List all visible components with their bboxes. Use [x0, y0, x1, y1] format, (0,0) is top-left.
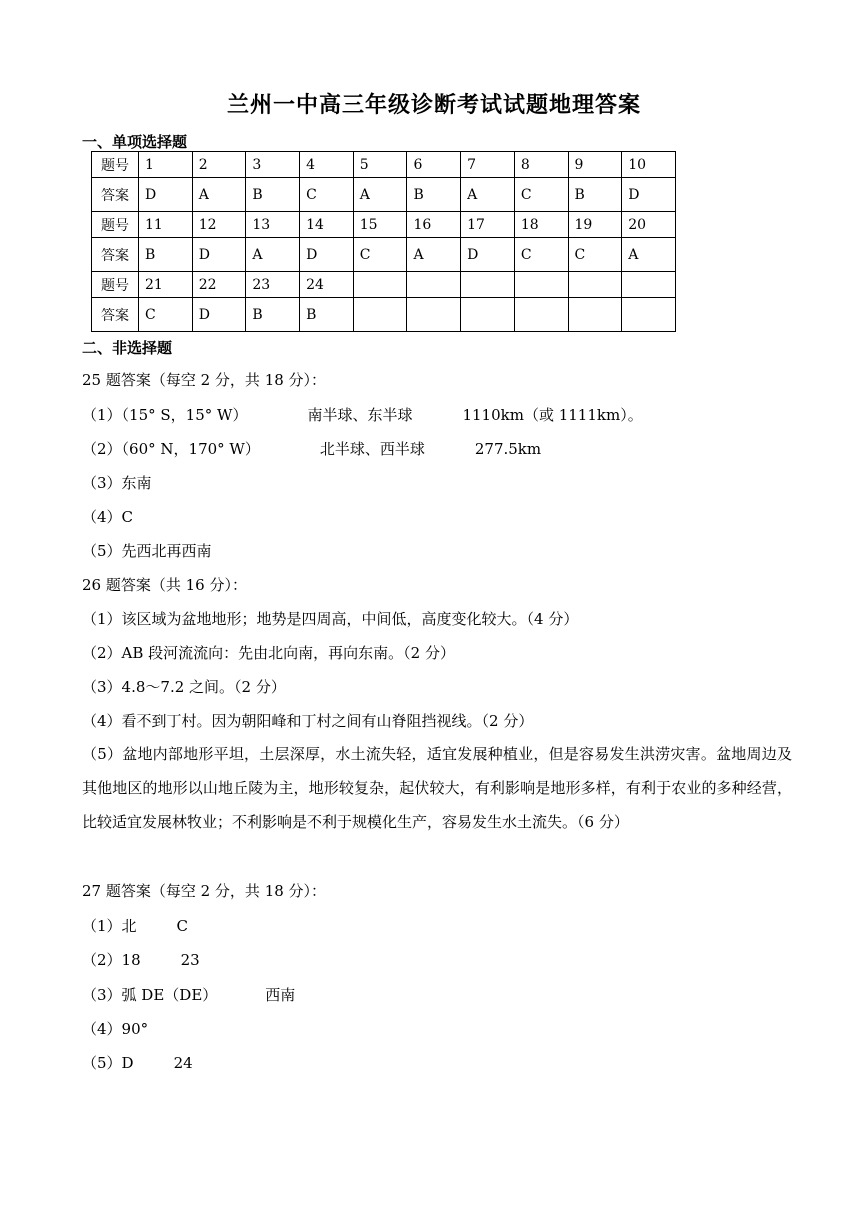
table-cell: 20 [622, 212, 676, 238]
table-cell [568, 272, 622, 298]
table-cell: D [192, 238, 246, 272]
q27-answer-4: （4）90° [82, 1020, 149, 1038]
q25-1-part2: 南半球、东半球 [307, 406, 413, 424]
answer-table [91, 151, 676, 332]
table-cell: 5 [353, 152, 407, 178]
table-cell: B [568, 178, 622, 212]
table-row [92, 152, 676, 178]
q27-header: 27 题答案（每空 2 分，共 18 分）： [82, 882, 327, 900]
table-cell: A [353, 178, 407, 212]
table-cell: 14 [300, 212, 354, 238]
table-cell: 8 [514, 152, 568, 178]
table-cell: D [622, 178, 676, 212]
table-cell [514, 298, 568, 332]
table-cell: 18 [514, 212, 568, 238]
table-cell: B [139, 238, 193, 272]
table-cell: C [139, 298, 193, 332]
q27-answer-5 [82, 1052, 193, 1073]
q25-header: 25 题答案（每空 2 分，共 18 分）： [82, 371, 327, 389]
q27-5-part1: （5）D [82, 1054, 134, 1072]
q27-1-part2: C [176, 917, 189, 935]
q26-answer-4: （4）看不到丁村。因为朝阳峰和丁村之间有山脊阻挡视线。（2 分） [82, 712, 534, 730]
q26-answer-1: （1）该区域为盆地地形；地势是四周高，中间低，高度变化较大。（4 分） [82, 610, 579, 628]
table-cell: C [514, 178, 568, 212]
q25-answer-4: （4）C [82, 508, 134, 526]
table-cell [568, 298, 622, 332]
q26-answer-3: （3）4.8～7.2 之间。（2 分） [82, 678, 286, 696]
table-cell [353, 272, 407, 298]
q27-answer-2 [82, 949, 200, 970]
table-cell: A [192, 178, 246, 212]
q26-answer-5: （5）盆地内部地形平坦，土层深厚，水土流失轻，适宜发展种植业，但是容易发生洪涝灾害。盆地周边及其他地区的地形以山地丘陵为主，地形较复杂，起伏较大，有利影响是地形多样，有利于农业的多种经营，比较适宜发展林牧业；不利影响是不利于规模化生产，容易发生水土流失。（6 分） [82, 745, 792, 831]
page-title: 兰州一中高三年级诊断考试试题地理答案 [226, 92, 641, 118]
table-cell: 9 [568, 152, 622, 178]
table-cell: B [407, 178, 461, 212]
table-cell: 21 [139, 272, 193, 298]
table-row [92, 238, 676, 272]
row-label: 题号 [92, 212, 139, 238]
q27-answer-3 [82, 984, 295, 1005]
table-cell: B [246, 298, 300, 332]
row-label: 题号 [92, 272, 139, 298]
table-cell: 16 [407, 212, 461, 238]
row-label: 答案 [92, 178, 139, 212]
table-cell: C [514, 238, 568, 272]
table-cell: D [192, 298, 246, 332]
table-cell: 23 [246, 272, 300, 298]
q25-1-part3: 1110km（或 1111km）。 [462, 406, 643, 424]
q25-2-part2: 北半球、西半球 [319, 440, 425, 458]
table-cell [514, 272, 568, 298]
q25-2-part3: 277.5km [474, 440, 542, 458]
row-label: 题号 [92, 152, 139, 178]
table-cell [407, 272, 461, 298]
table-cell: A [461, 178, 515, 212]
row-label: 答案 [92, 298, 139, 332]
q27-5-part2: 24 [173, 1054, 193, 1072]
table-row [92, 212, 676, 238]
table-cell: D [300, 238, 354, 272]
row-label: 答案 [92, 238, 139, 272]
q25-answer-3: （3）东南 [82, 474, 152, 492]
table-cell [407, 298, 461, 332]
table-cell: 7 [461, 152, 515, 178]
table-cell: 6 [407, 152, 461, 178]
q26-header: 26 题答案（共 16 分）： [82, 576, 247, 594]
q25-answer-5: （5）先西北再西南 [82, 542, 212, 560]
q27-3-part1: （3）弧 DE（DE） [82, 986, 218, 1004]
q25-answer-2 [82, 438, 541, 459]
table-row [92, 272, 676, 298]
q27-2-part1: （2）18 [82, 951, 141, 969]
q25-answer-1 [82, 404, 643, 425]
q27-answer-1 [82, 915, 188, 936]
table-cell: A [407, 238, 461, 272]
table-cell [353, 298, 407, 332]
table-cell: C [568, 238, 622, 272]
table-cell: 11 [139, 212, 193, 238]
table-cell: B [300, 298, 354, 332]
table-cell: 12 [192, 212, 246, 238]
table-cell: A [622, 238, 676, 272]
table-cell: 22 [192, 272, 246, 298]
table-cell: 1 [139, 152, 193, 178]
table-cell: 10 [622, 152, 676, 178]
table-cell: 24 [300, 272, 354, 298]
table-cell: 2 [192, 152, 246, 178]
table-cell [461, 272, 515, 298]
table-cell: D [139, 178, 193, 212]
table-cell: 4 [300, 152, 354, 178]
table-cell: D [461, 238, 515, 272]
q25-1-part1: （1）（15° S，15° W） [82, 406, 248, 424]
table-cell: A [246, 238, 300, 272]
table-cell: C [353, 238, 407, 272]
table-cell: 3 [246, 152, 300, 178]
section-multiple-choice-heading: 一、单项选择题 [82, 133, 188, 151]
q27-3-part2: 西南 [265, 986, 296, 1004]
table-cell: B [246, 178, 300, 212]
table-cell: 15 [353, 212, 407, 238]
table-cell: 17 [461, 212, 515, 238]
section-non-choice-heading: 二、非选择题 [82, 339, 173, 357]
table-cell [622, 272, 676, 298]
q27-2-part2: 23 [180, 951, 200, 969]
q27-1-part1: （1）北 [82, 917, 137, 935]
table-cell [461, 298, 515, 332]
table-cell: 13 [246, 212, 300, 238]
table-cell [622, 298, 676, 332]
table-cell: C [300, 178, 354, 212]
table-cell: 19 [568, 212, 622, 238]
table-row [92, 178, 676, 212]
q25-2-part1: （2）（60° N，170° W） [82, 440, 260, 458]
q26-answer-2: （2）AB 段河流流向：先由北向南，再向东南。（2 分） [82, 644, 455, 662]
table-row [92, 298, 676, 332]
